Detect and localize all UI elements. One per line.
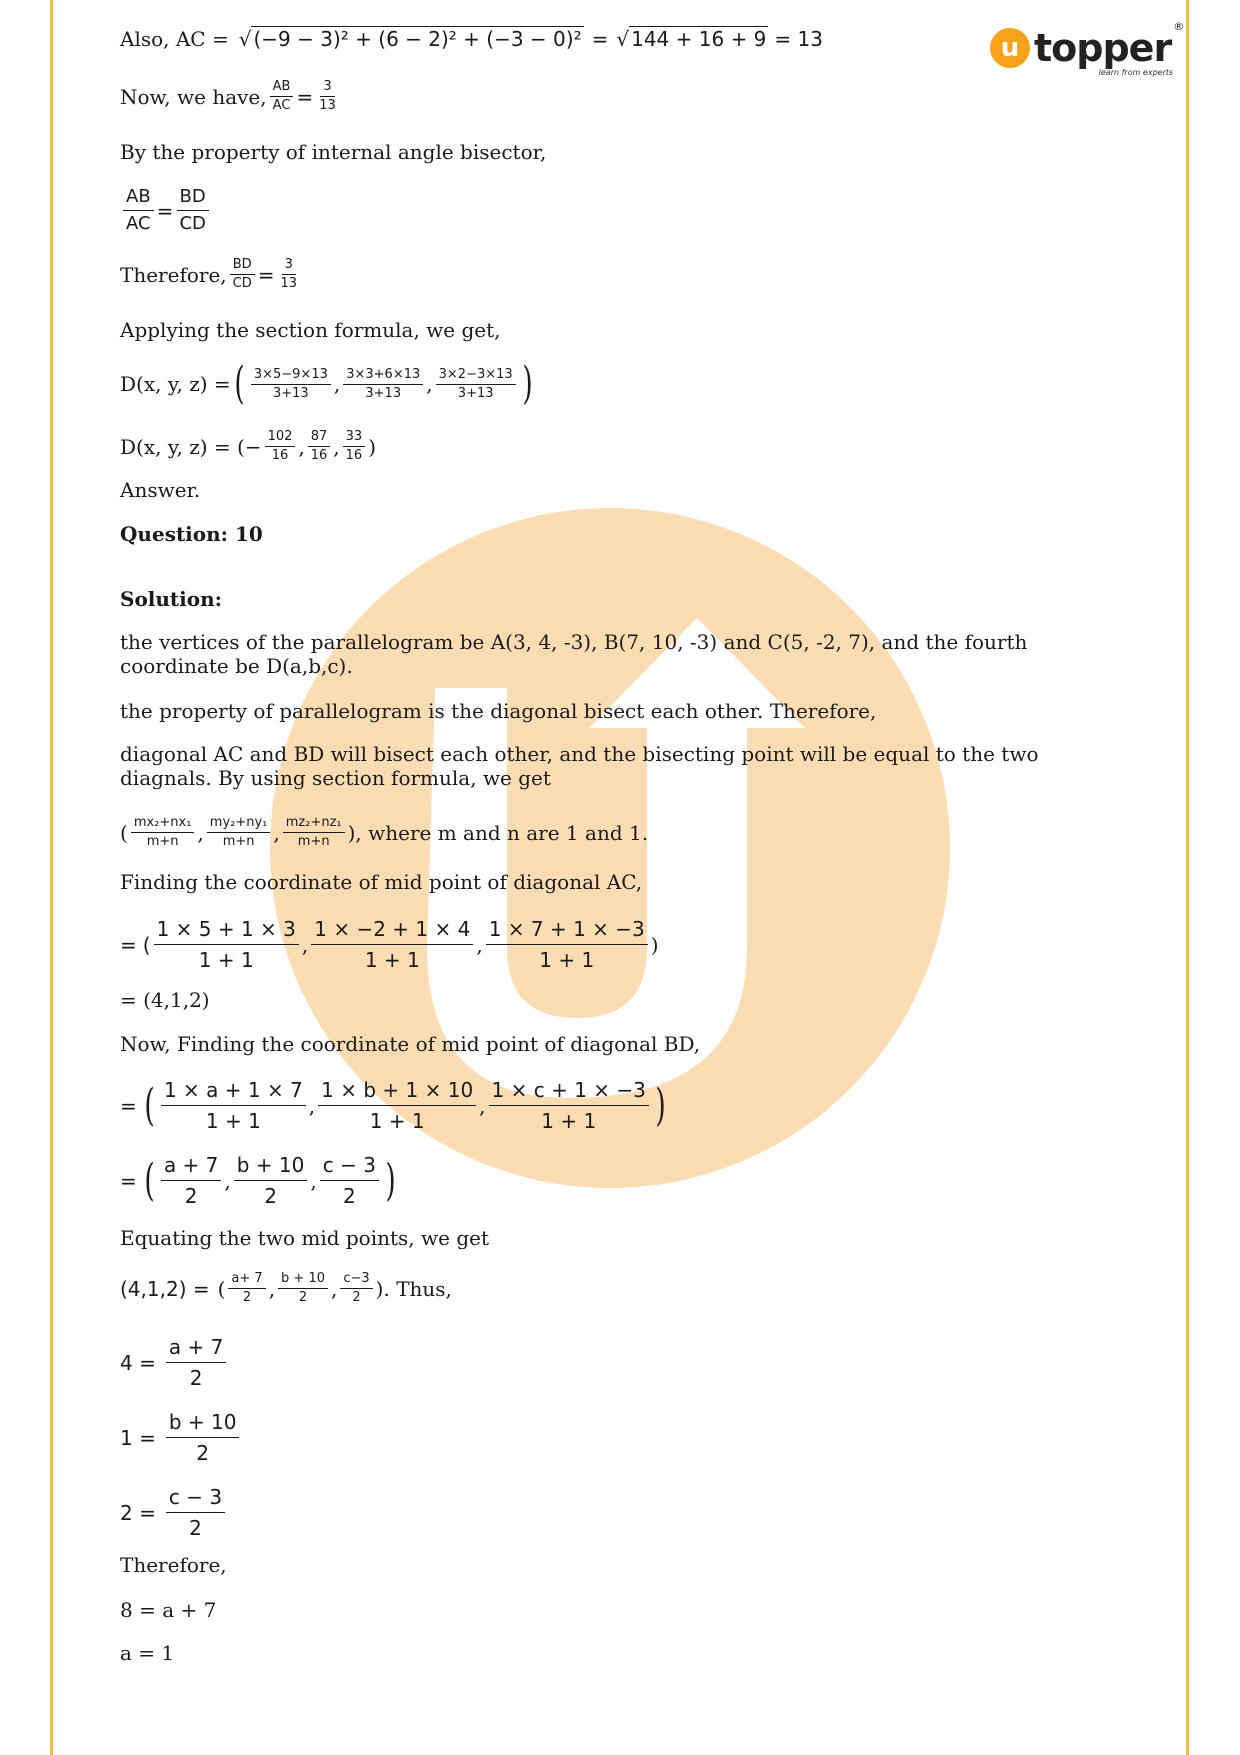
numerator: 1 × c + 1 × −3 [489,1075,649,1106]
line-equated-midpoints: (4,1,2) = ( $\frac{a+ 7}{2}$ , $\frac{b + 10}{2}$ , $\frac{c-3}{2}$ ). Thus, [120,1271,452,1305]
text: ), where m and n are 1 and 1. [347,820,649,845]
line-ab-ac-bd-cd [120,184,212,237]
result: = 13 [774,26,823,51]
numerator: 1 × b + 1 × 10 [318,1075,476,1106]
denominator: m+n [146,834,179,849]
logo-tagline: learn from experts [1098,68,1174,77]
numerator: 1 × 7 + 1 × −3 [486,914,648,945]
numerator: 1 × 5 + 1 × 3 [154,914,299,945]
numerator: c − 3 [320,1150,379,1181]
denominator: 1 + 1 [198,948,254,972]
numerator: BD [177,184,209,211]
text: D(x, y, z) = (− [120,434,262,459]
question-heading: Question: 10 [120,522,263,546]
numerator: a + 7 [161,1150,221,1181]
denominator: 16 [310,448,328,463]
denominator: 2 [298,1290,308,1305]
numerator: mx₂+nx₁ [131,814,195,833]
denominator: 2 [342,1184,356,1208]
line-eq-a [120,1332,229,1393]
line-therefore-ratio [120,256,303,293]
text: ). Thus, [375,1276,452,1301]
numerator: 102 [265,428,296,447]
numerator: 3 [282,256,296,275]
line-8-equals: 8 = a + 7 [120,1598,217,1622]
logo-registered-mark: ® [1173,20,1184,33]
denominator: 3+13 [365,385,402,401]
numerator: mz₂+nz₁ [283,814,345,833]
line-a-equals: a = 1 [120,1641,175,1665]
line-midpoint-bd-title: Now, Finding the coordinate of mid point of diagonal BD, [120,1032,701,1056]
denominator: 2 [196,1441,210,1465]
text: 4 = [120,1350,156,1375]
numerator: 1 × a + 1 × 7 [161,1075,306,1106]
logo-wordmark: topper [1034,26,1172,70]
radicand: 144 + 16 + 9 [631,27,767,51]
denominator: 2 [352,1290,361,1305]
denominator: 2 [184,1184,198,1208]
denominator: 2 [242,1290,252,1305]
numerator: AB [123,184,154,211]
paragraph-diagonals: diagonal AC and BD will bisect each other, and the bisecting point will be equal to the two diagnals. By using section formula, we get [120,742,1039,790]
denominator: 2 [189,1366,203,1390]
paragraph-vertices: the vertices of the parallelogram be A(3, 4, -3), B(7, 10, -3) and C(5, -2, 7), and the fourth coordinate be D(a,b,c). [120,630,1028,678]
denominator: 3+13 [457,385,494,401]
solution-heading: Solution: [120,587,223,611]
equals: = [156,198,174,223]
line-ratio [120,78,342,115]
denominator: CD [232,276,252,291]
numerator: 3 [320,78,334,97]
text: Therefore, [120,262,227,287]
line-d-result: D(x, y, z) = (− $\frac{102}{16}$ , $\frac{87}{16}$ , $\frac{33}{16}$ ) [120,429,377,463]
numerator: b + 10 [234,1150,308,1181]
text: 1 = [120,1425,156,1450]
numerator: a + 7 [166,1332,226,1363]
numerator: b + 10 [166,1407,240,1438]
denominator: AC [126,213,151,234]
line-midpoint-ac-formula: = ( $\frac{1 \times 5 + 1 \times 3}{1 + 1}$ , $\frac{1 \times -2 + 1 \times 4}{1 + 1}$ , $\frac{1 \times 7 + 1 \times -3}{1 + 1}$ ) [120,914,659,975]
line-midpoint-bd-simplified: = ( $\frac{a + 7}{2}$ , $\frac{b + 10}{2}$ , $\frac{c - 3}{2}$ ) [120,1150,399,1211]
numerator: 87 [308,428,331,447]
text: 2 = [120,1500,156,1525]
numerator: BD [230,256,255,275]
line-equating: Equating the two mid points, we get [120,1226,489,1250]
topper-logo [990,20,1184,77]
text: D(x, y, z) = [120,372,231,396]
line-midpoint-bd-formula: = ( $\frac{1 \times a + 1 \times 7}{1 + 1}$ , $\frac{1 \times b + 1 \times 10}{1 + 1}$ , $\frac{1 \times c + 1 \times -3}{1 + 1}$ ) [120,1075,669,1136]
denominator: 3+13 [272,385,309,401]
denominator: 2 [189,1516,202,1540]
line-property-bisector: By the property of internal angle bisector, [120,140,547,164]
text: Also, AC = [120,26,229,51]
equals: = [120,1093,137,1118]
denominator: 13 [280,276,298,291]
denominator: 13 [319,98,336,113]
numerator: c−3 [340,1270,372,1289]
line-d-formula: D(x, y, z) = ( $\frac{3\times 5-9\times 13}{3+13}$ , $\frac{3\times 3+6\times 13}{3+13}$ , $\frac{3\times 2-3\times 13}{3+13}$ ) [120,358,533,409]
denominator: 1 + 1 [369,1109,425,1133]
denominator: 1 + 1 [205,1109,261,1133]
line-therefore: Therefore, [120,1553,227,1577]
numerator: c − 3 [166,1482,225,1513]
line-parallelogram-property: the property of parallelogram is the diagonal bisect each other. Therefore, [120,699,877,723]
numerator: a+ 7 [228,1270,265,1289]
line-eq-b [120,1407,242,1468]
numerator: AB [270,78,294,97]
line-eq-c [120,1482,228,1543]
text: (4,1,2) = [120,1276,210,1301]
numerator: 1 × −2 + 1 × 4 [311,914,473,945]
denominator: 2 [264,1184,277,1208]
equals: = [296,84,314,109]
equals: = [257,262,275,287]
denominator: 1 + 1 [541,1109,597,1133]
denominator: m+n [297,834,330,849]
equals: = [120,932,137,957]
line-answer: Answer. [120,478,201,502]
line-ac-distance: Also, AC = √ (−9 − 3)² + (6 − 2)² + (−3 − 0)² = √ 144 + 16 + 9 = 13 [120,26,823,51]
text: Now, we have, [120,84,267,109]
denominator: 1 + 1 [364,948,420,972]
numerator: my₂+ny₁ [207,814,271,833]
page-border-right [1186,0,1189,1755]
page-border-left [50,0,53,1755]
equals: = [120,1168,137,1193]
numerator: b + 10 [278,1270,328,1289]
equals: = [591,26,609,51]
denominator: 16 [271,448,289,463]
line-general-section: ( $\frac{\text{mx₂+nx₁}}{m+n}$ , $\frac{\text{my₂+ny₁}}{m+n}$ , $\frac{\text{mz₂+nz₁}}{m+n}$ ), where m and n are 1 and 1. [120,815,649,849]
denominator: 16 [345,448,363,463]
numerator: 3×3+6×13 [343,366,423,385]
denominator: 1 + 1 [539,948,595,972]
logo-u-icon: u [990,28,1030,68]
line-section-formula: Applying the section formula, we get, [120,318,501,342]
denominator: CD [179,213,206,234]
line-midpoint-ac-result: = (4,1,2) [120,988,210,1012]
numerator: 3×5−9×13 [251,366,331,385]
numerator: 33 [343,428,366,447]
radicand: (−9 − 3)² + (6 − 2)² + (−3 − 0)² [253,27,582,51]
denominator: AC [272,98,291,113]
denominator: m+n [222,834,255,849]
line-midpoint-ac-title: Finding the coordinate of mid point of diagonal AC, [120,870,643,894]
numerator: 3×2−3×13 [436,366,516,385]
